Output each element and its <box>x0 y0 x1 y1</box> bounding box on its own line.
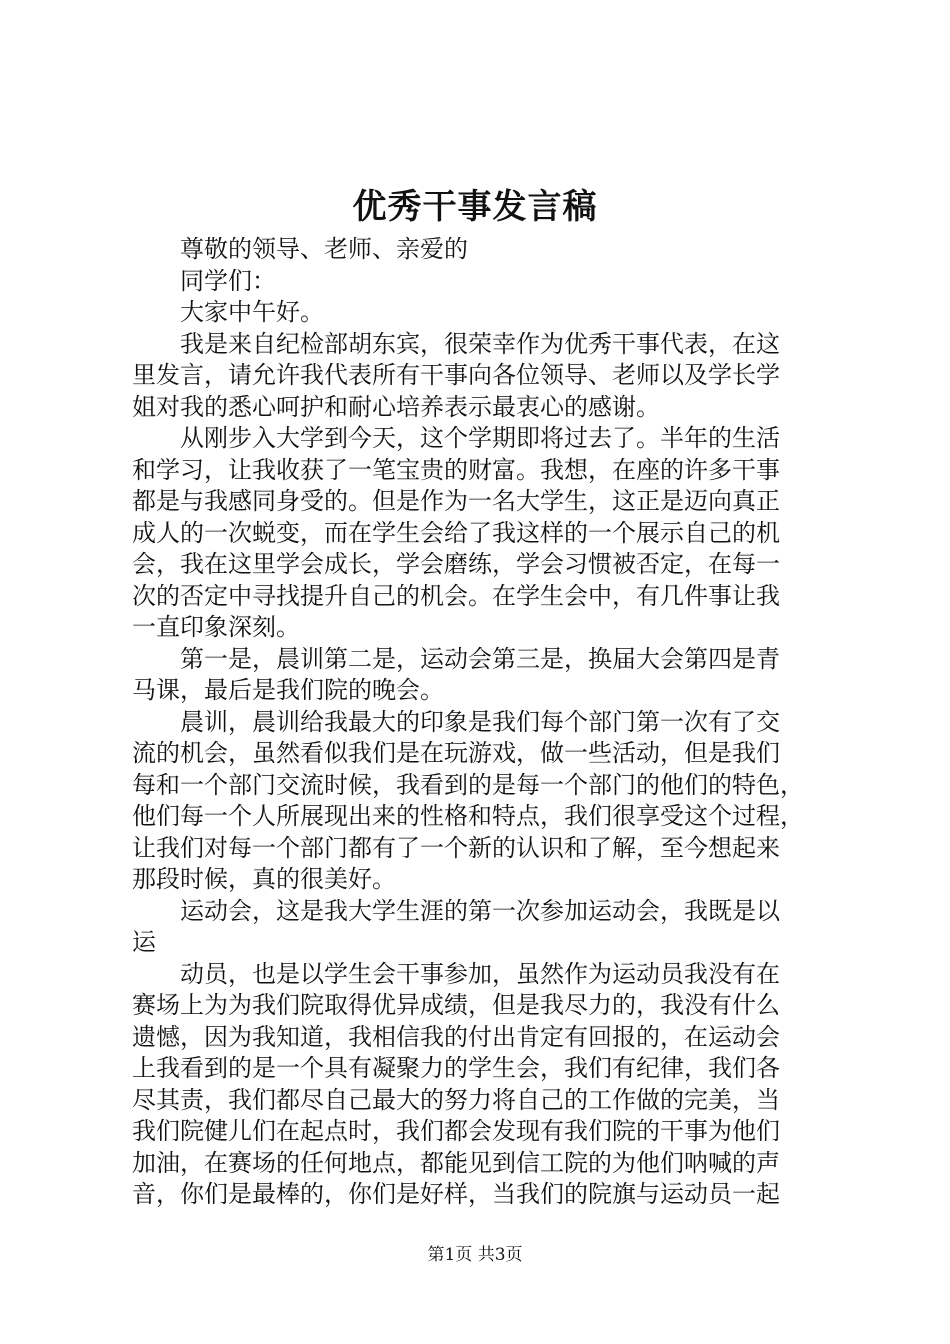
text-line: 晨训，晨训给我最大的印象是我们每个部门第一次有了交 <box>180 707 780 736</box>
text-line: 马课，最后是我们院的晚会。 <box>132 676 444 704</box>
text-line: 每和一个部门交流时候，我看到的是每一个部门的他们的特色， <box>132 770 804 799</box>
text-line: 和学习，让我收获了一笔宝贵的财富。我想，在座的许多干事 <box>132 455 780 484</box>
text-line: 一直印象深刻。 <box>132 613 300 641</box>
document-title: 优秀干事发言稿 <box>352 187 598 227</box>
text-line: 里发言，请允许我代表所有干事向各位领导、老师以及学长学 <box>132 361 780 389</box>
document-body <box>132 234 832 1211</box>
text-line: 让我们对每一个部门都有了一个新的认识和了解，至今想起来 <box>132 833 780 862</box>
text-line: 运动会，这是我大学生涯的第一次参加运动会，我既是以 <box>180 896 780 925</box>
text-line: 那段时候，真的很美好。 <box>132 865 396 893</box>
text-line: 尊敬的领导、老师、亲爱的 <box>180 235 468 263</box>
text-line: 大家中午好。 <box>180 298 324 326</box>
text-line: 第一是，晨训第二是，运动会第三是，换届大会第四是青 <box>180 644 780 673</box>
text-line: 流的机会，虽然看似我们是在玩游戏，做一些活动，但是我们 <box>132 739 780 767</box>
text-line: 姐对我的悉心呵护和耐心培养表示最衷心的感谢。 <box>132 392 660 421</box>
text-line: 音，你们是最棒的，你们是好样，当我们的院旗与运动员一起 <box>132 1180 780 1208</box>
text-line: 次的否定中寻找提升自己的机会。在学生会中，有几件事让我 <box>132 581 780 610</box>
text-line: 尽其责，我们都尽自己最大的努力将自己的工作做的完美，当 <box>132 1085 780 1114</box>
text-line: 赛场上为为我们院取得优异成绩，但是我尽力的，我没有什么 <box>132 991 780 1019</box>
text-line: 加油，在赛场的任何地点，都能见到信工院的为他们呐喊的声 <box>132 1148 780 1177</box>
text-line: 遗憾，因为我知道，我相信我的付出肯定有回报的，在运动会 <box>132 1022 780 1051</box>
text-line: 动员，也是以学生会干事参加，虽然作为运动员我没有在 <box>180 959 780 988</box>
text-line: 他们每一个人所展现出来的性格和特点，我们很享受这个过程， <box>132 802 804 830</box>
text-line: 上我看到的是一个具有凝聚力的学生会，我们有纪律，我们各 <box>132 1054 780 1082</box>
text-line: 我是来自纪检部胡东宾，很荣幸作为优秀干事代表，在这 <box>180 329 780 358</box>
text-line: 从刚步入大学到今天，这个学期即将过去了。半年的生活 <box>180 424 780 452</box>
text-line: 运 <box>132 928 156 956</box>
text-line: 成人的一次蜕变，而在学生会给了我这样的一个展示自己的机 <box>132 518 780 547</box>
page-footer: 第1页 共3页 <box>427 1245 523 1265</box>
text-line: 我们院健儿们在起点时，我们都会发现有我们院的干事为他们 <box>132 1117 780 1145</box>
text-line: 同学们： <box>180 266 276 295</box>
text-line: 会，我在这里学会成长，学会磨练，学会习惯被否定，在每一 <box>132 550 780 578</box>
text-line: 都是与我感同身受的。但是作为一名大学生，这正是迈向真正 <box>132 487 780 515</box>
